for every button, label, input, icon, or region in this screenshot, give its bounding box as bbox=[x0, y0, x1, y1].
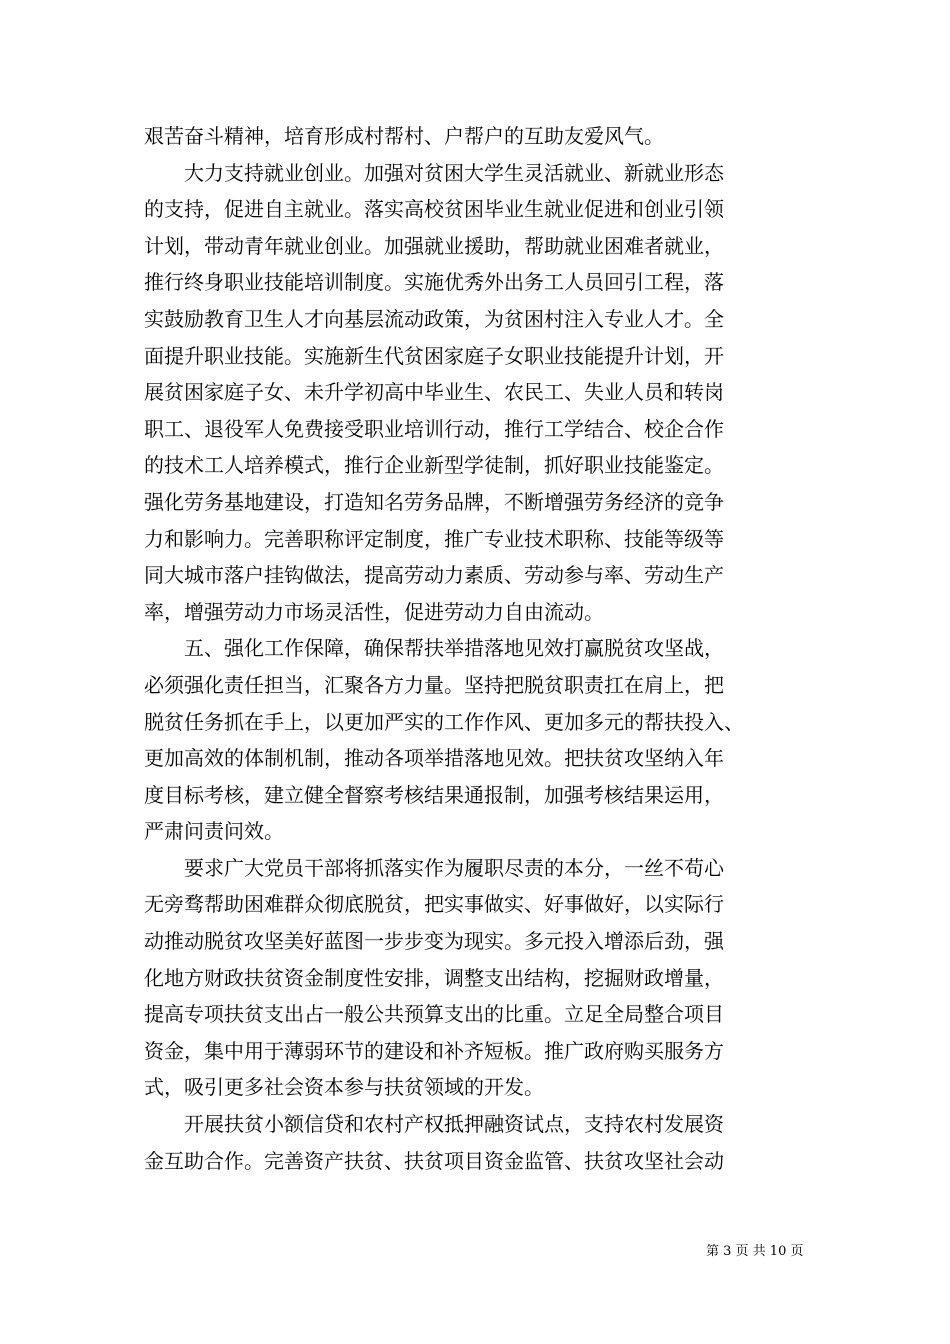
text-line: 脱贫任务抓在手上，以更加严实的工作作风、更加多元的帮扶投入、 bbox=[144, 709, 744, 734]
text-line: 职工、退役军人免费接受职业培训行动，推行工学结合、校企合作 bbox=[144, 416, 724, 441]
text-line: 更加高效的体制机制，推动各项举措落地见效。把扶贫攻坚纳入年 bbox=[144, 746, 724, 771]
text-line: 资金，集中用于薄弱环节的建设和补齐短板。推广政府购买服务方 bbox=[144, 1038, 724, 1063]
text-line: 艰苦奋斗精神，培育形成村帮村、户帮户的互助友爱风气。 bbox=[144, 124, 664, 148]
text-line: 率，增强劳动力市场灵活性，促进劳动力自由流动。 bbox=[144, 599, 604, 624]
text-line: 面提升职业技能。实施新生代贫困家庭子女职业技能提升计划，开 bbox=[144, 343, 724, 368]
text-line: 度目标考核，建立健全督察考核结果通报制，加强考核结果运用， bbox=[144, 782, 724, 807]
paragraph bbox=[144, 630, 816, 850]
text-line: 强化劳务基地建设，打造知名劳务品牌，不断增强劳务经济的竞争 bbox=[144, 489, 724, 514]
text-line: 大力支持就业创业。加强对贫困大学生灵活就业、新就业形态 bbox=[144, 160, 724, 185]
text-line: 推行终身职业技能培训制度。实施优秀外出务工人员回引工程，落 bbox=[144, 270, 724, 295]
paragraph bbox=[144, 1106, 816, 1179]
text-line: 同大城市落户挂钩做法，提高劳动力素质、劳动参与率、劳动生产 bbox=[144, 563, 724, 588]
text-line: 五、强化工作保障，确保帮扶举措落地见效打赢脱贫攻坚战， bbox=[144, 636, 724, 661]
paragraph bbox=[144, 155, 816, 631]
text-line: 实鼓励教育卫生人才向基层流动政策，为贫困村注入专业人才。全 bbox=[144, 306, 724, 331]
text-line: 的支持，促进自主就业。落实高校贫困毕业生就业促进和创业引领 bbox=[144, 197, 724, 222]
text-line: 计划，带动青年就业创业。加强就业援助，帮助就业困难者就业， bbox=[144, 233, 724, 258]
text-line: 的技术工人培养模式，推行企业新型学徒制，抓好职业技能鉴定。 bbox=[144, 453, 724, 478]
text-line: 展贫困家庭子女、未升学初高中毕业生、农民工、失业人员和转岗 bbox=[144, 380, 724, 405]
page-number-footer: 第 3 页 共 10 页 bbox=[706, 1244, 804, 1259]
text-line: 严肃问责问效。 bbox=[144, 819, 284, 844]
text-line: 式，吸引更多社会资本参与扶贫领域的开发。 bbox=[144, 1075, 544, 1100]
text-line: 要求广大党员干部将抓落实作为履职尽责的本分，一丝不苟心 bbox=[144, 855, 724, 880]
text-line: 金互助合作。完善资产扶贫、扶贫项目资金监管、扶贫攻坚社会动 bbox=[144, 1148, 724, 1173]
document-body bbox=[144, 118, 816, 1179]
paragraph bbox=[144, 118, 816, 155]
text-line: 力和影响力。完善职称评定制度，推广专业技术职称、技能等级等 bbox=[144, 526, 724, 551]
text-line: 化地方财政扶贫资金制度性安排，调整支出结构，挖掘财政增量， bbox=[144, 965, 724, 990]
text-line: 必须强化责任担当，汇聚各方力量。坚持把脱贫职责扛在肩上，把 bbox=[144, 672, 724, 697]
text-line: 开展扶贫小额信贷和农村产权抵押融资试点，支持农村发展资 bbox=[144, 1112, 724, 1137]
text-line: 无旁骛帮助困难群众彻底脱贫，把实事做实、好事做好，以实际行 bbox=[144, 892, 724, 917]
text-line: 提高专项扶贫支出占一般公共预算支出的比重。立足全局整合项目 bbox=[144, 1002, 724, 1027]
paragraph bbox=[144, 850, 816, 1106]
text-line: 动推动脱贫攻坚美好蓝图一步步变为现实。多元投入增添后劲，强 bbox=[144, 929, 724, 954]
